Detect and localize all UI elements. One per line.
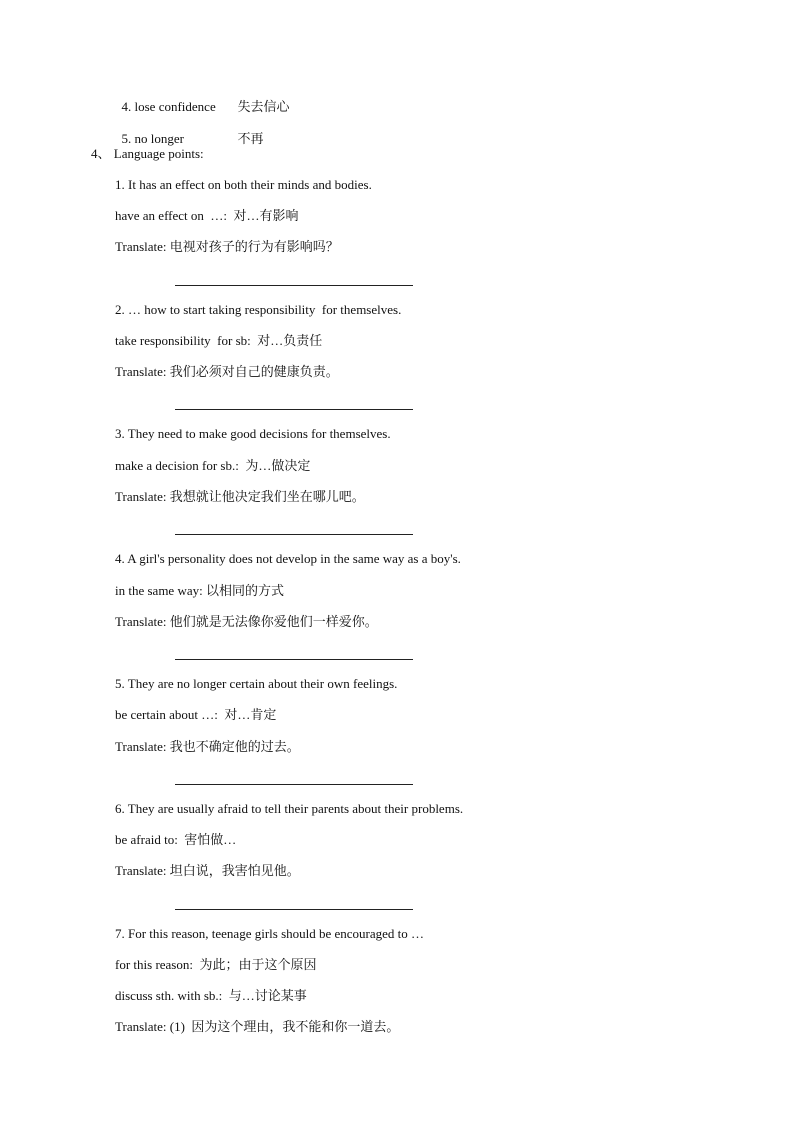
point-phrase: for this reason: 为此；由于这个原因 — [115, 957, 317, 972]
point-translate: Translate: (1) 因为这个理由，我不能和你一道去。 — [115, 1019, 400, 1034]
point-phrase: in the same way: 以相同的方式 — [115, 583, 284, 598]
phrase-zh: 失去信心 — [237, 99, 290, 114]
point-phrase: make a decision for sb.: 为…做决定 — [115, 458, 311, 473]
point-sentence: 4. A girl's personality does not develop in the same way as a boy's. — [115, 551, 461, 566]
point-phrase: discuss sth. with sb.: 与…讨论某事 — [115, 988, 307, 1003]
answer-blank[interactable] — [175, 784, 413, 785]
answer-blank[interactable] — [175, 534, 413, 535]
point-sentence: 2. … how to start taking responsibility for themselves. — [115, 302, 402, 317]
point-translate: Translate: 我们必须对自己的健康负责。 — [115, 364, 339, 379]
point-translate: Translate: 电视对孩子的行为有影响吗？ — [115, 239, 339, 254]
phrase-item — [115, 83, 290, 115]
point-translate: Translate: 坦白说，我害怕见他。 — [115, 863, 300, 878]
phrase-en: 4. lose confidence — [121, 99, 216, 114]
answer-blank[interactable] — [175, 659, 413, 660]
phrase-zh: 不再 — [237, 131, 264, 146]
answer-blank[interactable] — [175, 409, 413, 410]
point-translate: Translate: 我也不确定他的过去。 — [115, 739, 300, 754]
section-heading: 4、 Language points: — [91, 146, 204, 161]
phrase-item — [115, 115, 264, 147]
point-translate: Translate: 我想就让他决定我们坐在哪儿吧。 — [115, 489, 365, 504]
point-phrase: be certain about …: 对…肯定 — [115, 707, 277, 722]
answer-blank[interactable] — [175, 285, 413, 286]
point-sentence: 5. They are no longer certain about their own feelings. — [115, 676, 398, 691]
answer-blank[interactable] — [175, 909, 413, 910]
point-sentence: 3. They need to make good decisions for themselves. — [115, 426, 391, 441]
point-phrase: have an effect on …: 对…有影响 — [115, 208, 299, 223]
point-phrase: take responsibility for sb: 对…负责任 — [115, 333, 323, 348]
point-sentence: 1. It has an effect on both their minds and bodies. — [115, 177, 372, 192]
point-sentence: 7. For this reason, teenage girls should be encouraged to … — [115, 926, 425, 941]
point-translate: Translate: 他们就是无法像你爱他们一样爱你。 — [115, 614, 378, 629]
point-sentence: 6. They are usually afraid to tell their parents about their problems. — [115, 801, 464, 816]
point-phrase: be afraid to: 害怕做… — [115, 832, 237, 847]
phrase-en: 5. no longer — [121, 131, 184, 146]
